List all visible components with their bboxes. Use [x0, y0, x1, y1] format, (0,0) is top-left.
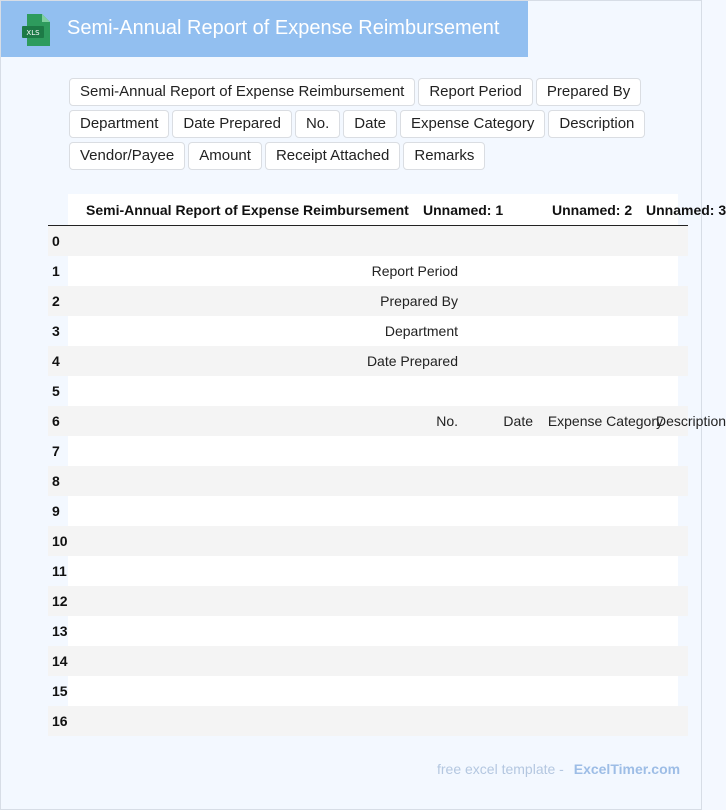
row-index: 3 — [52, 323, 60, 339]
table-row[interactable] — [48, 286, 688, 316]
table-row[interactable] — [48, 706, 688, 736]
table-cell: Report Period — [371, 263, 458, 279]
table-cell: Prepared By — [380, 293, 458, 309]
tag-item[interactable]: No. — [295, 110, 340, 138]
table-cell: Date — [503, 413, 533, 429]
row-index: 9 — [52, 503, 60, 519]
table-cell: Date Prepared — [366, 353, 458, 369]
table-row[interactable] — [48, 646, 688, 676]
row-index: 2 — [52, 293, 60, 309]
title-bar — [1, 1, 528, 57]
table-row[interactable] — [48, 316, 688, 346]
column-tag-list — [69, 78, 669, 170]
tag-item[interactable]: Report Period — [418, 78, 533, 106]
table-cell: Description — [656, 413, 726, 429]
table-row[interactable] — [48, 376, 688, 406]
row-index: 0 — [52, 233, 60, 249]
row-index: 15 — [52, 683, 68, 699]
row-index: 5 — [52, 383, 60, 399]
tag-item[interactable]: Vendor/Payee — [69, 142, 185, 170]
table-row[interactable] — [48, 556, 688, 586]
column-header: Unnamed: 2 — [552, 202, 633, 218]
table-cell: Department — [384, 323, 458, 339]
table-row[interactable] — [48, 346, 688, 376]
data-table[interactable] — [52, 194, 726, 735]
tag-item[interactable]: Expense Category — [400, 110, 545, 138]
row-index: 6 — [52, 413, 60, 429]
table-row[interactable] — [48, 586, 688, 616]
table-row[interactable] — [48, 496, 688, 526]
row-index: 12 — [52, 593, 68, 609]
xls-icon-label: XLS — [26, 29, 40, 37]
row-index: 14 — [52, 653, 68, 669]
table-row[interactable] — [48, 226, 688, 256]
table-cell: Expense Category — [547, 413, 663, 429]
column-header: Unnamed: 1 — [423, 202, 504, 218]
footer-credit — [437, 761, 680, 777]
row-index: 10 — [52, 533, 68, 549]
tag-item[interactable]: Amount — [188, 142, 262, 170]
row-index: 4 — [52, 353, 60, 369]
column-header: Semi-Annual Report of Expense Reimbursement — [86, 202, 409, 218]
tag-item[interactable]: Date Prepared — [172, 110, 292, 138]
tag-item[interactable]: Prepared By — [536, 78, 641, 106]
column-header: Unnamed: 3 — [646, 202, 726, 218]
row-index: 16 — [52, 713, 68, 729]
table-row[interactable] — [48, 256, 688, 286]
table-content — [48, 194, 726, 736]
table-body — [48, 226, 726, 736]
table-cell: No. — [436, 413, 458, 429]
row-index: 1 — [52, 263, 60, 279]
row-index: 11 — [52, 563, 67, 579]
table-header — [48, 194, 726, 226]
table-row[interactable] — [48, 406, 726, 436]
page-title: Semi-Annual Report of Expense Reimbursement — [67, 17, 500, 39]
tag-item[interactable]: Remarks — [403, 142, 485, 170]
footer-brand-link[interactable]: ExcelTimer.com — [573, 761, 681, 777]
table-row[interactable] — [48, 436, 688, 466]
xls-file-icon — [22, 14, 50, 46]
footer-prefix: free excel template - — [437, 761, 564, 777]
tag-item[interactable]: Date — [343, 110, 397, 138]
table-row[interactable] — [48, 526, 688, 556]
tag-item[interactable]: Department — [69, 110, 169, 138]
tag-item[interactable]: Description — [548, 110, 645, 138]
row-index: 13 — [52, 623, 68, 639]
tag-item[interactable]: Receipt Attached — [265, 142, 400, 170]
tag-item[interactable]: Semi-Annual Report of Expense Reimbursement — [69, 78, 415, 106]
table-row[interactable] — [48, 466, 688, 496]
row-index: 8 — [52, 473, 60, 489]
table-row[interactable] — [48, 676, 688, 706]
table-row[interactable] — [48, 616, 688, 646]
row-index: 7 — [52, 443, 60, 459]
